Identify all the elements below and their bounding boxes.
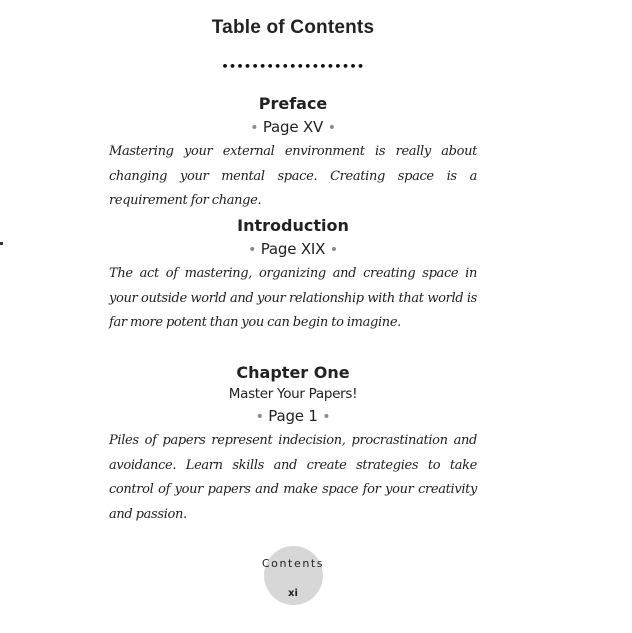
entry-page-label: Page XIX (260, 240, 326, 258)
bullet-icon: • (255, 409, 264, 425)
footer-section-label: Contents (261, 557, 325, 570)
bullet-icon: • (329, 242, 338, 258)
entry-subtitle: Master Your Papers! (228, 386, 358, 402)
page-number: xi (288, 588, 298, 599)
entry-page (109, 404, 477, 429)
bullet-icon: • (322, 409, 331, 425)
margin-mark (0, 242, 3, 245)
entry-description: Mastering your external environment is really about changing your mental space. Creating space is a requirement for change. (109, 144, 477, 208)
entry-title: Chapter One (236, 363, 350, 382)
dotted-divider: ••••••••••••••••••• (221, 60, 365, 73)
entry-title: Preface (258, 94, 328, 113)
entry-page-label: Page XV (262, 118, 324, 136)
page-title: Table of Contents (211, 17, 375, 38)
entry-description: Piles of papers represent indecision, procrastination and avoidance. Learn skills and create strategies to take control of your papers and make space for your creativity and passion. (109, 433, 477, 522)
entry-page (109, 237, 477, 262)
bullet-icon: • (248, 242, 257, 258)
entry-description: The act of mastering, organizing and creating space in your outside world and your relationship with that world is far more potent than you can begin to imagine. (109, 266, 477, 330)
toc-entry-introduction (109, 215, 477, 336)
entry-title: Introduction (237, 216, 349, 235)
bullet-icon: • (327, 120, 336, 136)
toc-entry-chapter-one (109, 362, 477, 527)
toc-entry-preface (109, 93, 477, 214)
bullet-icon: • (250, 120, 259, 136)
entry-page-label: Page 1 (268, 407, 318, 425)
entry-page (109, 115, 477, 140)
